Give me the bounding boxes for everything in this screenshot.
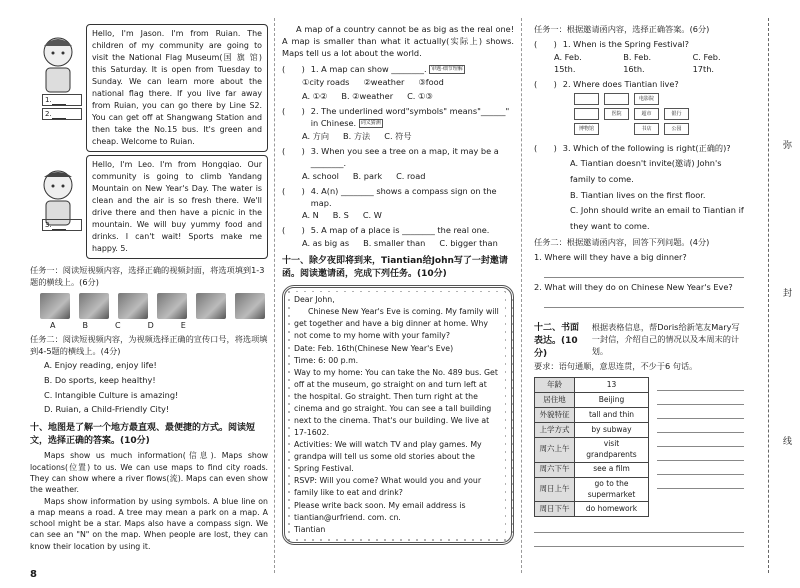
cover-image: [118, 293, 148, 319]
options: [282, 91, 514, 103]
question-text: 3. Which of the following is right(正确的)?: [562, 143, 731, 154]
leo-text-box: Hello, I'm Leo. I'm from Hongqiao. Our community is going to climb Yandang Mountain on New Year's Day. The water is clean and the air is so fresh there. We'll drive there and then have a picnic in the mountain. We will buy yummy food and drinks. I can't wait! Sports make me happy. 5.: [86, 155, 268, 259]
answer-paren[interactable]: ( ): [534, 143, 557, 154]
answer-blank[interactable]: [52, 222, 66, 230]
map-cell: 电影院: [634, 93, 659, 105]
option[interactable]: C. Feb. 17th.: [692, 51, 721, 74]
option[interactable]: C. John should write an email to Tiantian if they want to come.: [570, 205, 744, 231]
table-row: [535, 437, 649, 462]
map-cell: [574, 108, 599, 120]
question-text: 2. The underlined word"symbols" means"______" in Chinese.: [310, 106, 510, 129]
options: [282, 238, 514, 250]
table-row: [535, 462, 649, 477]
option[interactable]: C. 符号: [384, 131, 412, 142]
section-twelve-title: 十二、书面表达。(10分): [534, 322, 580, 359]
table-cell: 年龄: [535, 377, 575, 392]
legend-item: ③food: [418, 76, 444, 87]
image-letter: B: [82, 320, 88, 330]
option[interactable]: A. school: [302, 170, 339, 181]
writing-line[interactable]: [657, 419, 744, 433]
map-cell: 公园: [664, 123, 689, 135]
table-row: [535, 422, 649, 437]
question: [282, 186, 514, 210]
option[interactable]: C. W: [362, 210, 382, 221]
option[interactable]: B. Tiantian lives on the first floor.: [570, 189, 706, 200]
letter-signature: Tiantian: [294, 524, 326, 534]
answer-line[interactable]: [544, 264, 744, 278]
question: [534, 79, 744, 91]
map-cell: [664, 93, 689, 105]
image-letter: C: [114, 320, 121, 330]
question: [282, 64, 514, 76]
table-cell: 外貌特征: [535, 407, 575, 422]
page-number: 8: [30, 568, 37, 580]
answer-blank[interactable]: [52, 111, 66, 119]
image-letters: [30, 320, 268, 332]
table-row: [535, 392, 649, 407]
option[interactable]: B. 方法: [343, 131, 371, 142]
answer-paren[interactable]: ( ): [282, 225, 305, 236]
cover-image: [157, 293, 187, 319]
option[interactable]: C. ①③: [407, 91, 433, 102]
slogan-option: B. Do sports, keep healthy!: [44, 374, 156, 385]
open-question: 2. What will they do on Chinese New Year's Eve?: [534, 282, 733, 293]
writing-line[interactable]: [534, 519, 744, 533]
video-cover-images: [30, 293, 268, 319]
writing-line[interactable]: [534, 533, 744, 547]
table-cell: 周六上午: [535, 437, 575, 462]
table-row: [535, 477, 649, 502]
side-mark: 封: [782, 289, 792, 299]
street-map: [574, 93, 744, 135]
hint-tag: 词义猜测: [359, 119, 383, 128]
option[interactable]: B. smaller than: [363, 238, 426, 249]
section-twelve-desc: 根据表格信息，帮Doris给新笔友Mary写一封信，介绍自己的情况以及本周末的计划。: [591, 321, 740, 356]
cover-image: [196, 293, 226, 319]
map-cell: 医院: [604, 108, 629, 120]
letter-line: Please write back soon. My email address is tiantian@urfriend. com. cn.: [294, 500, 466, 522]
column-middle: [282, 24, 514, 545]
question-text: 1. When is the Spring Festival?: [562, 38, 690, 49]
writing-line[interactable]: [657, 405, 744, 419]
option[interactable]: B. S: [332, 210, 349, 221]
cover-image: [79, 293, 109, 319]
column-left: [30, 24, 268, 552]
table-cell: tall and thin: [575, 407, 649, 422]
option[interactable]: C. road: [396, 170, 426, 181]
answer-paren[interactable]: ( ): [282, 185, 305, 196]
bubble-number: 1.: [45, 96, 52, 104]
section-twelve-header: [534, 322, 744, 361]
bubble-number: 3.: [45, 221, 52, 229]
question: [282, 106, 514, 130]
letter-line: RSVP: Will you come? What would you and your family like to eat and drink?: [294, 476, 482, 498]
answer-paren[interactable]: ( ): [534, 38, 557, 49]
question: [534, 39, 744, 51]
option[interactable]: A. N: [302, 210, 319, 221]
cover-image: [235, 293, 265, 319]
writing-line[interactable]: [657, 377, 744, 391]
writing-lines: [657, 377, 744, 518]
letter-greeting: Dear John,: [294, 295, 335, 305]
letter-line: Chinese New Year's Eve is coming. My family will get together and have a big dinner at home. Why not come to my home with your family?: [294, 307, 499, 341]
options: [282, 210, 514, 222]
writing-line[interactable]: [657, 433, 744, 447]
slogan-option: D. Ruian, a Child-Friendly City!: [44, 404, 170, 415]
map-intro: A map of a country cannot be as big as the real one! A map is smaller than what it actually(实际上) shows. Maps tell us a lot about the world.: [282, 24, 514, 58]
table-cell: 上学方式: [535, 422, 575, 437]
cover-image: [40, 293, 70, 319]
legend-item: ②weather: [363, 76, 405, 87]
table-cell: 居住地: [535, 392, 575, 407]
map-paragraph: Maps show information by using symbols. A blue line on a map means a road. A tree may mean a park on a map. A school might be a star. Maps also have a compass sign. We can see an "N" on the map. When people are lost, they can know their location by using it.: [30, 496, 268, 551]
option[interactable]: B. ②weather: [341, 91, 394, 102]
image-letter: D: [147, 320, 154, 330]
question-text: 1. A map can show ________.: [310, 63, 427, 74]
answer-paren[interactable]: ( ): [282, 63, 305, 74]
question-text: 2. Where does Tiantian live?: [562, 78, 679, 89]
section-eleven-title: 十一、除夕夜即将到来，Tiantian给John写了一封邀请函。阅读邀请函，完成下列任务。(10分): [282, 256, 508, 280]
letter-line: Date: Feb. 16th(Chinese New Year's Eve): [294, 343, 454, 353]
slogan-option: C. Intangible Culture is amazing!: [44, 389, 179, 400]
table-row: [535, 502, 649, 517]
legend-item: ①city roads: [302, 76, 350, 87]
options: [282, 131, 514, 143]
leo-block: [30, 155, 268, 255]
option[interactable]: A. as big as: [302, 238, 350, 249]
map-cell: 博物馆: [574, 123, 599, 135]
question-text: 4. A(n) ________ shows a compass sign on the map.: [310, 185, 497, 208]
boy-illustration-icon: [34, 165, 82, 251]
options: [534, 52, 744, 76]
map-paragraph: Maps show us much information(信息). Maps show locations(位置) to us. We can use maps to find city roads. They can show where a river flows(流). Maps can even show the weather.: [30, 451, 268, 495]
table-cell: Beijing: [575, 392, 649, 407]
jason-block: [30, 24, 268, 154]
jason-text-box: Hello, I'm Jason. I'm from Ruian. The children of my community are going to visit the National Flag Museum(国 旗 馆) this Saturday. It is open from Tuesday to Sunday. We can learn more about the national flag there. If you live far away from Ruian, you can go there by Line S2. You can get off at Shangwang Station and then take the No.15 bus. It's green and cheap. Welcome to Ruian.: [86, 24, 268, 152]
writing-area: [534, 377, 744, 518]
image-letter: E: [180, 320, 186, 330]
bubble-number: 2.: [45, 110, 52, 119]
letter-line: Activities: We will watch TV and play games. My grandpa will tell us some old stories about the Spring Festival.: [294, 440, 482, 474]
map-cell: 超市: [634, 108, 659, 120]
option[interactable]: A. 方向: [302, 131, 330, 142]
options: [534, 156, 744, 234]
section-ten-title: 十、地图是了解一个地方最直观、最便捷的方式。阅读短文，选择正确的答案。(10分): [30, 423, 256, 447]
map-cell: [574, 93, 599, 105]
bubble-number-list: [42, 219, 82, 231]
column-divider: [274, 18, 275, 573]
option[interactable]: C. bigger than: [439, 238, 498, 249]
table-cell: 周日上午: [535, 477, 575, 502]
invitation-letter: [282, 285, 514, 545]
slogan-list: [30, 358, 268, 417]
open-question: 1. Where will they have a big dinner?: [534, 252, 687, 263]
slogan-option: A. Enjoy reading, enjoy life!: [44, 360, 157, 371]
task-two: 任务二：阅读短视频内容，为视频选择正确的宣传口号，将选项填到4-5题的横线上。(4分): [30, 334, 268, 357]
question-text: 3. When you see a tree on a map, it may be a ________.: [310, 146, 499, 168]
task-two: 任务二：根据邀请函内容，回答下列问题。(4分): [534, 237, 710, 248]
side-mark: 线: [782, 437, 792, 447]
table-cell: do homework: [575, 502, 649, 517]
legend: [282, 77, 514, 89]
column-right: [534, 24, 744, 547]
answer-blank[interactable]: [52, 97, 66, 105]
table-cell: 13: [575, 377, 649, 392]
option[interactable]: A. Tiantian doesn't invite(邀请) John's family to come.: [570, 158, 722, 184]
options: [282, 171, 514, 183]
question: [534, 143, 744, 155]
section-twelve-requirement: 要求：语句通顺，意思连贯，不少于6 句话。: [534, 361, 698, 372]
table-cell: visit grandparents: [575, 437, 649, 462]
table-row: [535, 407, 649, 422]
option[interactable]: B. park: [352, 170, 383, 181]
table-cell: 周六下午: [535, 462, 575, 477]
table-cell: by subway: [575, 422, 649, 437]
seal-line: [768, 18, 769, 573]
map-cell: [604, 93, 629, 105]
option[interactable]: A. ①②: [302, 91, 328, 102]
task-one: 任务一：根据邀请函内容，选择正确答案。(6分): [534, 24, 710, 34]
letter-line: Time: 6: 00 p.m.: [294, 355, 359, 365]
hint-tag: 审题·细节理解: [429, 65, 465, 74]
writing-line[interactable]: [657, 461, 744, 475]
option[interactable]: B. Feb. 16th.: [623, 51, 652, 74]
answer-line[interactable]: [544, 294, 744, 308]
answer-paren[interactable]: ( ): [282, 146, 305, 157]
letter-line: Way to my home: You can take the No. 489 bus. Get off at the museum, go straight on and turn left at the hospital. Go straight. Then turn right at the cinema and go straight. You can see a tall building next to the cinema. That's our building. We live at 17-1602.: [294, 367, 498, 438]
table-cell: go to the supermarket: [575, 477, 649, 502]
table-cell: see a film: [575, 462, 649, 477]
image-letter: A: [50, 320, 56, 330]
table-cell: 周日下午: [535, 502, 575, 517]
writing-line[interactable]: [657, 447, 744, 461]
info-table: [534, 377, 649, 518]
map-cell: [604, 123, 629, 135]
question: [282, 225, 514, 237]
map-cell: 书店: [634, 123, 659, 135]
column-divider: [521, 18, 522, 573]
writing-line[interactable]: [657, 391, 744, 405]
option[interactable]: A. Feb. 15th.: [554, 51, 582, 74]
map-cell: 银行: [664, 108, 689, 120]
question-text: 5. A map of a place is ________ the real one.: [310, 225, 490, 236]
side-mark: 弥: [782, 141, 792, 151]
task-one: 任务一：阅读短视频内容，选择正确的视频封面，将选项填到1-3题的横线上。(6分): [30, 265, 265, 287]
table-row: [535, 377, 649, 392]
writing-line[interactable]: [657, 475, 744, 489]
answer-paren[interactable]: ( ): [282, 106, 305, 117]
question: [282, 146, 514, 170]
answer-paren[interactable]: ( ): [534, 78, 557, 89]
bubble-number-list: [42, 94, 82, 120]
